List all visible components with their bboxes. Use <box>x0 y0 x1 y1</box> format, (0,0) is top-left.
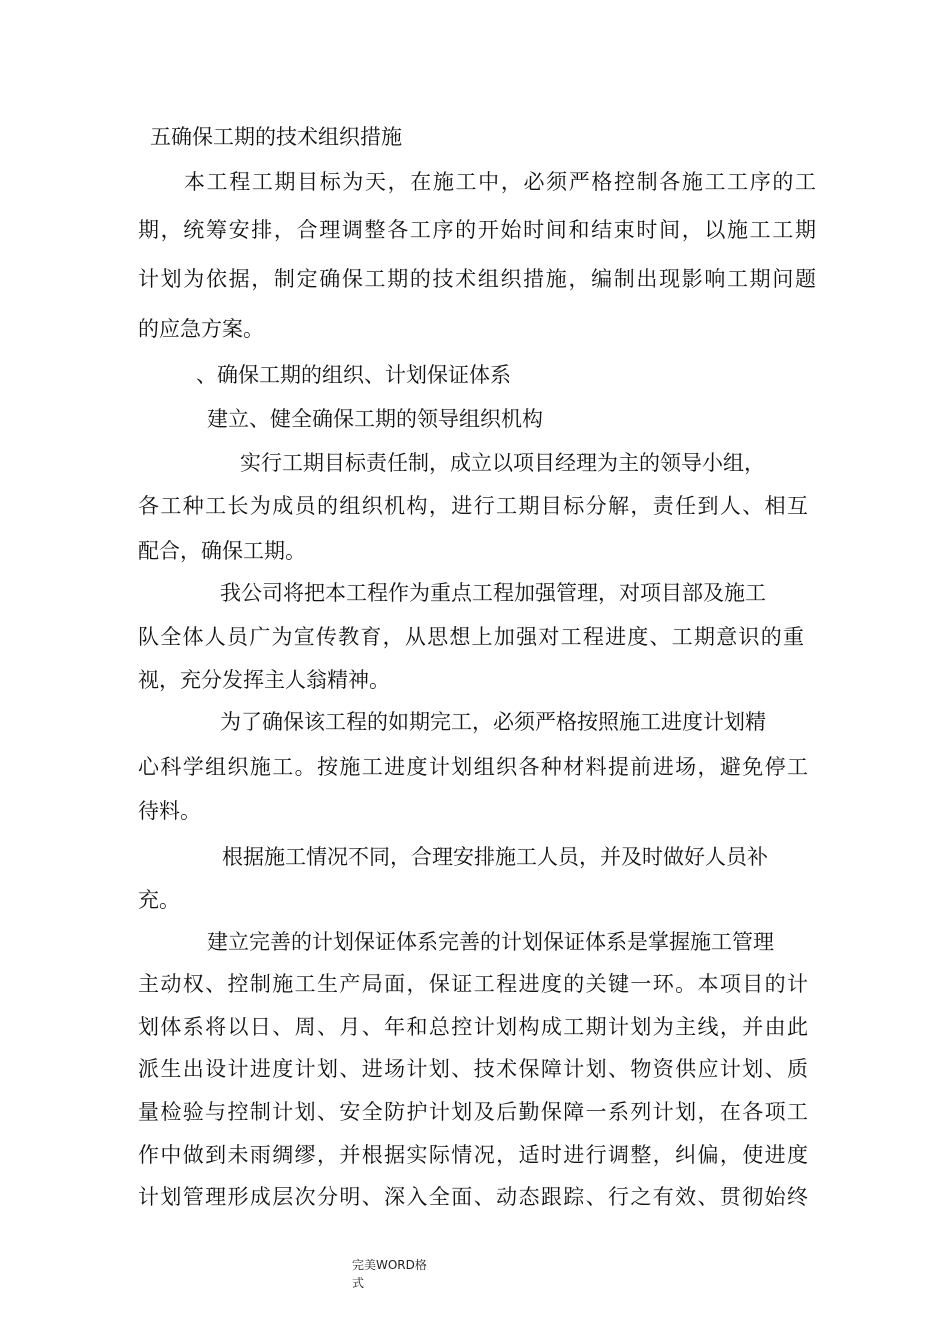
intro-line: 计划为依据，制定确保工期的技术组织措施，编制出现影响工期问题 <box>138 267 816 291</box>
paragraph-line: 待料。 <box>138 799 201 823</box>
paragraph-line: 量检验与控制计划、安全防护计划及后勤保障一系列计划，在各项工 <box>138 1100 808 1124</box>
paragraph-line: 派生出设计进度计划、进场计划、技术保障计划、物资供应计划、质 <box>138 1057 808 1081</box>
document-title: 五确保工期的技术组织措施 <box>150 125 402 149</box>
intro-line: 的应急方案。 <box>138 317 264 341</box>
paragraph-line: 我公司将把本工程作为重点工程加强管理，对项目部及施工 <box>220 581 766 605</box>
paragraph-line: 各工种工长为成员的组织机构，进行工期目标分解，责任到人、相互 <box>138 494 808 518</box>
footer-line: 完美WORD格 <box>352 1258 427 1272</box>
paragraph-line: 心科学组织施工。按施工进度计划组织各种材料提前进场，避免停工 <box>138 755 808 779</box>
paragraph-line: 实行工期目标责任制，成立以项目经理为主的领导小组， <box>240 451 765 475</box>
subsection-heading: 建立、健全确保工期的领导组织机构 <box>207 407 543 431</box>
intro-line: 期，统筹安排，合理调整各工序的开始时间和结束时间，以施工工期 <box>138 218 816 242</box>
paragraph-line: 主动权、控制施工生产局面，保证工程进度的关键一环。本项目的计 <box>138 972 808 996</box>
paragraph-line: 为了确保该工程的如期完工，必须严格按照施工进度计划精 <box>220 710 766 734</box>
paragraph-line: 作中做到未雨绸缪，并根据实际情况，适时进行调整，纠偏，使进度 <box>138 1143 808 1167</box>
paragraph-line: 划体系将以日、周、月、年和总控计划构成工期计划为主线，并由此 <box>138 1015 808 1039</box>
paragraph-line: 队全体人员广为宣传教育，从思想上加强对工程进度、工期意识的重 <box>138 625 804 649</box>
paragraph-line: 建立完善的计划保证体系完善的计划保证体系是掌握施工管理 <box>207 930 774 954</box>
paragraph-line: 充。 <box>138 888 180 912</box>
paragraph-line: 根据施工情况不同，合理安排施工人员，并及时做好人员补 <box>222 845 768 869</box>
paragraph-line: 视，充分发挥主人翁精神。 <box>138 668 390 692</box>
footer-line: 式 <box>352 1276 365 1290</box>
page-footer <box>352 1256 427 1292</box>
paragraph-line: 配合，确保工期。 <box>138 539 306 563</box>
section-heading: 、确保工期的组织、计划保证体系 <box>196 363 511 387</box>
paragraph-line: 计划管理形成层次分明、深入全面、动态跟踪、行之有效、贯彻始终 <box>138 1185 808 1209</box>
intro-line: 本工程工期目标为天，在施工中，必须严格控制各施工工序的工 <box>184 170 816 194</box>
